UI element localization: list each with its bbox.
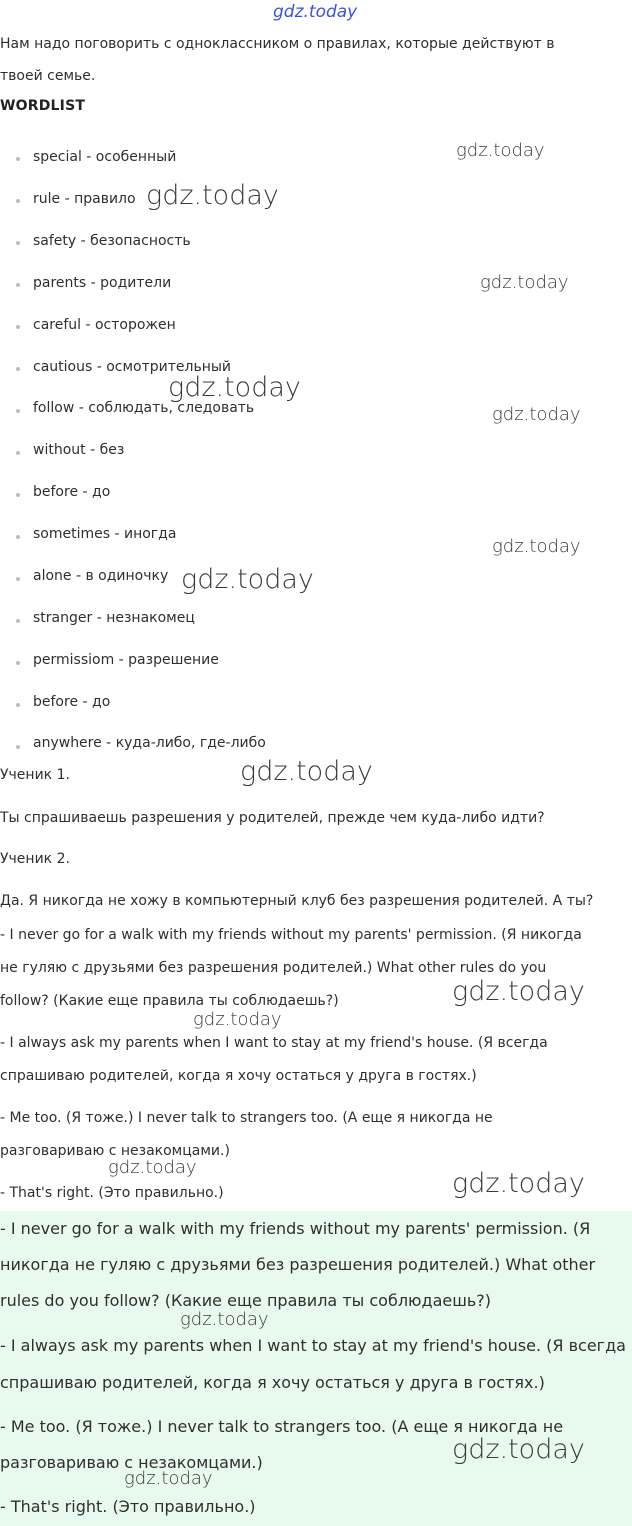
watermark: gdz.today bbox=[456, 140, 545, 161]
highlight-line: никогда не гуляю с друзьями без разрешения родителей.) What other bbox=[0, 1255, 596, 1274]
bullet-icon bbox=[16, 157, 20, 161]
dialog-answer: Да. Я никогда не хожу в компьютерный клуб без разрешения родителей. А ты? bbox=[0, 893, 594, 909]
dialog-line: - I always ask my parents when I want to stay at my friend's house. (Я всегда bbox=[0, 1035, 548, 1051]
watermark: gdz.today bbox=[193, 1009, 282, 1030]
dialog-line: не гуляю с друзьями без разрешения родителей.) What other rules do you bbox=[0, 960, 547, 976]
watermark: gdz.today bbox=[124, 1468, 213, 1489]
watermark: gdz.today bbox=[168, 372, 301, 403]
list-item: stranger - незнакомец bbox=[33, 610, 195, 626]
highlight-line: - Me too. (Я тоже.) I never talk to strangers too. (А еще я никогда не bbox=[0, 1417, 564, 1436]
list-item: alone - в одиночку bbox=[33, 568, 169, 584]
bullet-icon bbox=[16, 367, 20, 371]
list-item: permissiom - разрешение bbox=[33, 652, 219, 668]
top-watermark: gdz.today bbox=[273, 2, 358, 22]
bullet-icon bbox=[16, 493, 20, 497]
bullet-icon bbox=[16, 325, 20, 329]
list-item: parents - родители bbox=[33, 275, 172, 291]
watermark: gdz.today bbox=[452, 1168, 585, 1199]
student-1-label: Ученик 1. bbox=[0, 767, 70, 783]
watermark: gdz.today bbox=[480, 272, 569, 293]
watermark: gdz.today bbox=[181, 564, 314, 595]
bullet-icon bbox=[16, 241, 20, 245]
watermark: gdz.today bbox=[452, 1434, 585, 1465]
highlight-line: разговариваю с незакомцами.) bbox=[0, 1453, 263, 1472]
list-item: anywhere - куда-либо, где-либо bbox=[33, 735, 266, 751]
dialog-line: разговариваю с незакомцами.) bbox=[0, 1143, 230, 1159]
student-2-label: Ученик 2. bbox=[0, 851, 70, 867]
intro-line-2: твоей семье. bbox=[0, 68, 96, 84]
dialog-line: - Me too. (Я тоже.) I never talk to strangers too. (А еще я никогда не bbox=[0, 1110, 493, 1126]
bullet-icon bbox=[16, 661, 20, 665]
bullet-icon bbox=[16, 703, 20, 707]
bullet-icon bbox=[16, 745, 20, 749]
list-item: before - до bbox=[33, 484, 111, 500]
list-item: special - особенный bbox=[33, 149, 177, 165]
bullet-icon bbox=[16, 535, 20, 539]
bullet-icon bbox=[16, 577, 20, 581]
highlight-line: спрашиваю родителей, когда я хочу остаться у друга в гостях.) bbox=[0, 1373, 545, 1392]
dialog-line: - That's right. (Это правильно.) bbox=[0, 1185, 224, 1201]
watermark: gdz.today bbox=[492, 404, 581, 425]
bullet-icon bbox=[16, 451, 20, 455]
dialog-line: спрашиваю родителей, когда я хочу остаться у друга в гостях.) bbox=[0, 1068, 477, 1084]
highlight-line: - I always ask my parents when I want to stay at my friend's house. (Я всегда bbox=[0, 1336, 626, 1355]
list-item: follow - соблюдать, следовать bbox=[33, 400, 255, 416]
dialog-line: - I never go for a walk with my friends without my parents' permission. (Я никогда bbox=[0, 927, 582, 943]
bullet-icon bbox=[16, 619, 20, 623]
watermark: gdz.today bbox=[180, 1309, 269, 1330]
highlight-line: - I never go for a walk with my friends without my parents' permission. (Я bbox=[0, 1219, 591, 1238]
watermark: gdz.today bbox=[146, 180, 279, 211]
highlight-line: rules do you follow? (Какие еще правила ты соблюдаешь?) bbox=[0, 1291, 492, 1310]
list-item: cautious - осмотрительный bbox=[33, 359, 232, 375]
list-item: without - без bbox=[33, 442, 125, 458]
list-item: careful - осторожен bbox=[33, 317, 176, 333]
wordlist-heading: WORDLIST bbox=[0, 98, 86, 114]
bullet-icon bbox=[16, 199, 20, 203]
list-item: safety - безопасность bbox=[33, 233, 191, 249]
intro-line-1: Нам надо поговорить с одноклассником о правилах, которые действуют в bbox=[0, 36, 555, 52]
bullet-icon bbox=[16, 409, 20, 413]
bullet-icon bbox=[16, 283, 20, 287]
list-item: before - до bbox=[33, 694, 111, 710]
highlight-line: - That's right. (Это правильно.) bbox=[0, 1497, 256, 1516]
watermark: gdz.today bbox=[108, 1157, 197, 1178]
watermark: gdz.today bbox=[492, 536, 581, 557]
watermark: gdz.today bbox=[240, 756, 373, 787]
dialog-line: follow? (Какие еще правила ты соблюдаешь?) bbox=[0, 993, 339, 1009]
list-item: rule - правило bbox=[33, 191, 136, 207]
list-item: sometimes - иногда bbox=[33, 526, 177, 542]
watermark: gdz.today bbox=[452, 976, 585, 1007]
dialog-question: Ты спрашиваешь разрешения у родителей, прежде чем куда-либо идти? bbox=[0, 810, 545, 826]
